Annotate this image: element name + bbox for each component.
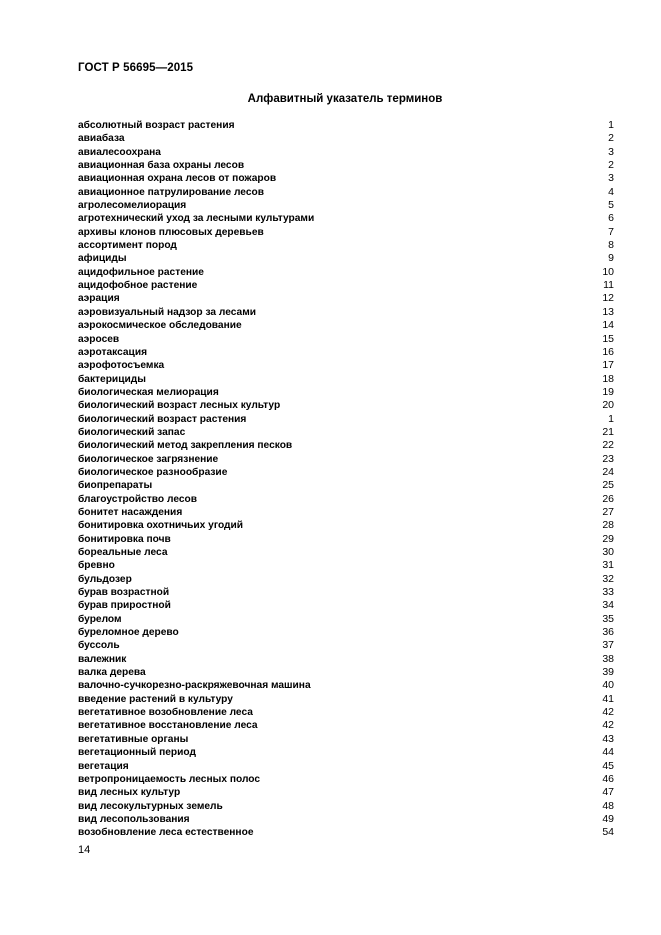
index-entry-number: 23 (602, 452, 614, 465)
index-entry (78, 679, 614, 692)
index-entry-number: 2 (608, 132, 614, 145)
index-entry-number: 6 (608, 212, 614, 225)
index-entry-number: 47 (602, 786, 614, 799)
index-entry-number: 1 (608, 412, 614, 425)
index-entry-number: 27 (602, 505, 614, 518)
index-entry-number: 42 (602, 719, 614, 732)
index-entry (78, 666, 614, 679)
index-title: Алфавитный указатель терминов (247, 93, 443, 105)
index-entry-term: введение растений в культуру (78, 693, 233, 705)
index-entry-number: 21 (602, 425, 614, 438)
index-entry-term: возобновление леса естественное (78, 827, 254, 839)
index-entry-term: бревно (78, 560, 115, 572)
index-entry (78, 439, 614, 452)
index-entry-term: ветропроницаемость лесных полос (78, 773, 261, 785)
index-entry-term: бульдозер (78, 573, 132, 585)
index-entry-number: 40 (602, 679, 614, 692)
index-entry-term: биологический возраст растения (78, 413, 247, 425)
index-entry (78, 786, 614, 799)
index-entry-term: авиационное патрулирование лесов (78, 186, 264, 198)
index-entry-number: 31 (602, 559, 614, 572)
index-entry-number: 42 (602, 706, 614, 719)
index-entry (78, 373, 614, 386)
index-entry (78, 693, 614, 706)
index-entry-term: валочно-сучкорезно-раскряжевочная машина (78, 680, 311, 692)
index-entry (78, 733, 614, 746)
index-entry (78, 813, 614, 826)
index-entry (78, 546, 614, 559)
index-entry (78, 573, 614, 586)
index-entry-term: благоустройство лесов (78, 493, 198, 505)
index-entry (78, 399, 614, 412)
index-entry-term: архивы клонов плюсовых деревьев (78, 226, 264, 238)
index-entry-term: аэрофотосъемка (78, 360, 165, 372)
index-entry-term: бурелом (78, 613, 122, 625)
index-entry-term: вегетативные органы (78, 733, 189, 745)
index-entry-number: 7 (608, 225, 614, 238)
index-entry-number: 33 (602, 586, 614, 599)
index-entry-number: 48 (602, 799, 614, 812)
index-entry-number: 37 (602, 639, 614, 652)
index-entry (78, 773, 614, 786)
index-entry (78, 453, 614, 466)
index-entry-term: вегетационный период (78, 747, 196, 759)
index-entry-number: 54 (602, 826, 614, 839)
index-entry-number: 34 (602, 599, 614, 612)
index-entry-term: вегетативное возобновление леса (78, 707, 253, 719)
index-entry (78, 239, 614, 252)
index-entry (78, 306, 614, 319)
index-entry (78, 466, 614, 479)
index-entry-term: ассортимент пород (78, 240, 177, 252)
index-entry (78, 292, 614, 305)
index-entry (78, 760, 614, 773)
index-entry-term: вегетативное восстановление леса (78, 720, 258, 732)
index-entry (78, 252, 614, 265)
index-entry-term: биологическое разнообразие (78, 466, 228, 478)
index-entry (78, 599, 614, 612)
index-entry (78, 266, 614, 279)
index-entry (78, 279, 614, 292)
index-entry-number: 28 (602, 519, 614, 532)
index-entry (78, 172, 614, 185)
index-entry-number: 3 (608, 145, 614, 158)
index-entry-term: биологическое загрязнение (78, 453, 219, 465)
index-entry-term: ацидофильное растение (78, 266, 204, 278)
index-entry-number: 39 (602, 666, 614, 679)
index-entry-term: афициды (78, 253, 127, 265)
index-entry (78, 159, 614, 172)
index-entry-number: 46 (602, 772, 614, 785)
index-entry-term: вид лесных культур (78, 787, 181, 799)
index-entry (78, 346, 614, 359)
index-entry (78, 586, 614, 599)
index-entry (78, 826, 614, 839)
index-entry-number: 11 (603, 279, 614, 292)
index-entry-term: бореальные леса (78, 547, 168, 558)
index-entry-number: 5 (608, 199, 614, 212)
index-entry (78, 653, 614, 666)
index-entry-number: 24 (602, 465, 614, 478)
index-entry-number: 13 (602, 305, 614, 318)
index-entry-term: биологический возраст лесных культур (78, 400, 281, 412)
index-entry-term: бонитировка почв (78, 533, 171, 545)
index-entry-number: 3 (608, 172, 614, 185)
index-entry (78, 386, 614, 399)
index-entry-term: аэротаксация (78, 346, 148, 358)
index-entry-number: 18 (602, 372, 614, 385)
index-entry (78, 519, 614, 532)
index-entry-number: 14 (602, 319, 614, 332)
index-entry-term: вид лесокультурных земель (78, 800, 223, 812)
index-entry-term: аэрация (78, 293, 120, 305)
index-entry-number: 12 (602, 292, 614, 305)
index-entry (78, 533, 614, 546)
page-number: 14 (78, 844, 91, 856)
index-entry-number: 36 (602, 626, 614, 639)
index-entry (78, 212, 614, 225)
index-entry (78, 493, 614, 506)
index-entry-term: агролесомелиорация (78, 200, 187, 212)
index-entry-number: 35 (602, 612, 614, 625)
index-entry-number: 41 (602, 692, 614, 705)
index-entry (78, 746, 614, 759)
index-entry-number: 16 (602, 345, 614, 358)
index-entry (78, 559, 614, 572)
index-entry-number: 17 (602, 359, 614, 372)
index-entry-term: авиабаза (78, 133, 125, 145)
index-entry (78, 626, 614, 639)
term-index-list (78, 119, 614, 840)
index-entry-number: 49 (602, 812, 614, 825)
index-entry-term: вид лесопользования (78, 813, 190, 825)
index-entry-number: 43 (602, 732, 614, 745)
document-code: ГОСТ Р 56695—2015 (78, 62, 194, 74)
index-entry-term: валка дерева (78, 667, 146, 679)
index-entry-number: 38 (602, 652, 614, 665)
index-entry-term: бурав возрастной (78, 587, 170, 599)
index-entry-number: 1 (608, 119, 614, 131)
index-entry (78, 359, 614, 372)
index-entry (78, 426, 614, 439)
index-entry-number: 2 (608, 159, 614, 172)
index-entry (78, 146, 614, 159)
index-entry (78, 119, 614, 132)
index-entry-term: бонитет насаждения (78, 506, 183, 518)
index-entry (78, 413, 614, 426)
index-entry-number: 26 (602, 492, 614, 505)
index-entry-number: 32 (602, 572, 614, 585)
index-entry (78, 613, 614, 626)
index-entry (78, 186, 614, 199)
index-entry (78, 719, 614, 732)
index-entry-term: буссоль (78, 640, 120, 652)
index-entry-number: 8 (608, 239, 614, 252)
index-entry-number: 44 (602, 746, 614, 759)
index-entry-term: аэровизуальный надзор за лесами (78, 306, 256, 318)
index-entry-term: авиалесоохрана (78, 146, 161, 158)
index-entry-term: авиационная база охраны лесов (78, 160, 245, 172)
index-entry-number: 4 (608, 185, 614, 198)
index-entry-term: биопрепараты (78, 480, 153, 492)
index-entry (78, 319, 614, 332)
index-entry-term: вегетация (78, 760, 129, 772)
index-entry-term: ацидофобное растение (78, 280, 198, 292)
index-entry-term: валежник (78, 653, 127, 665)
index-entry-number: 20 (602, 399, 614, 412)
index-entry-term: биологическая мелиорация (78, 386, 219, 398)
index-entry-term: агротехнический уход за лесными культурами (78, 213, 315, 225)
index-entry-term: абсолютный возраст растения (78, 120, 235, 131)
index-entry-term: авиационная охрана лесов от пожаров (78, 173, 277, 185)
index-entry-number: 22 (602, 439, 614, 452)
index-entry (78, 199, 614, 212)
index-entry (78, 506, 614, 519)
index-entry-term: аэросев (78, 333, 120, 345)
index-entry-term: биологический запас (78, 426, 186, 438)
index-entry (78, 333, 614, 346)
index-entry-number: 30 (602, 546, 614, 558)
index-entry-term: буреломное дерево (78, 627, 179, 639)
index-entry-number: 25 (602, 479, 614, 492)
index-entry-term: биологический метод закрепления песков (78, 440, 293, 452)
index-entry-term: аэрокосмическое обследование (78, 320, 242, 332)
index-entry-term: бонитировка охотничьих угодий (78, 520, 244, 532)
index-entry-term: бурав приростной (78, 600, 171, 612)
index-entry (78, 706, 614, 719)
index-entry-term: бактерициды (78, 373, 146, 385)
index-entry-number: 15 (602, 332, 614, 345)
index-entry-number: 10 (602, 265, 614, 278)
index-entry-number: 29 (602, 532, 614, 545)
index-entry-number: 19 (602, 385, 614, 398)
index-entry (78, 800, 614, 813)
index-entry (78, 639, 614, 652)
index-entry (78, 226, 614, 239)
index-entry-number: 45 (602, 759, 614, 772)
index-entry-number: 9 (608, 252, 614, 265)
index-entry (78, 132, 614, 145)
index-entry (78, 479, 614, 492)
